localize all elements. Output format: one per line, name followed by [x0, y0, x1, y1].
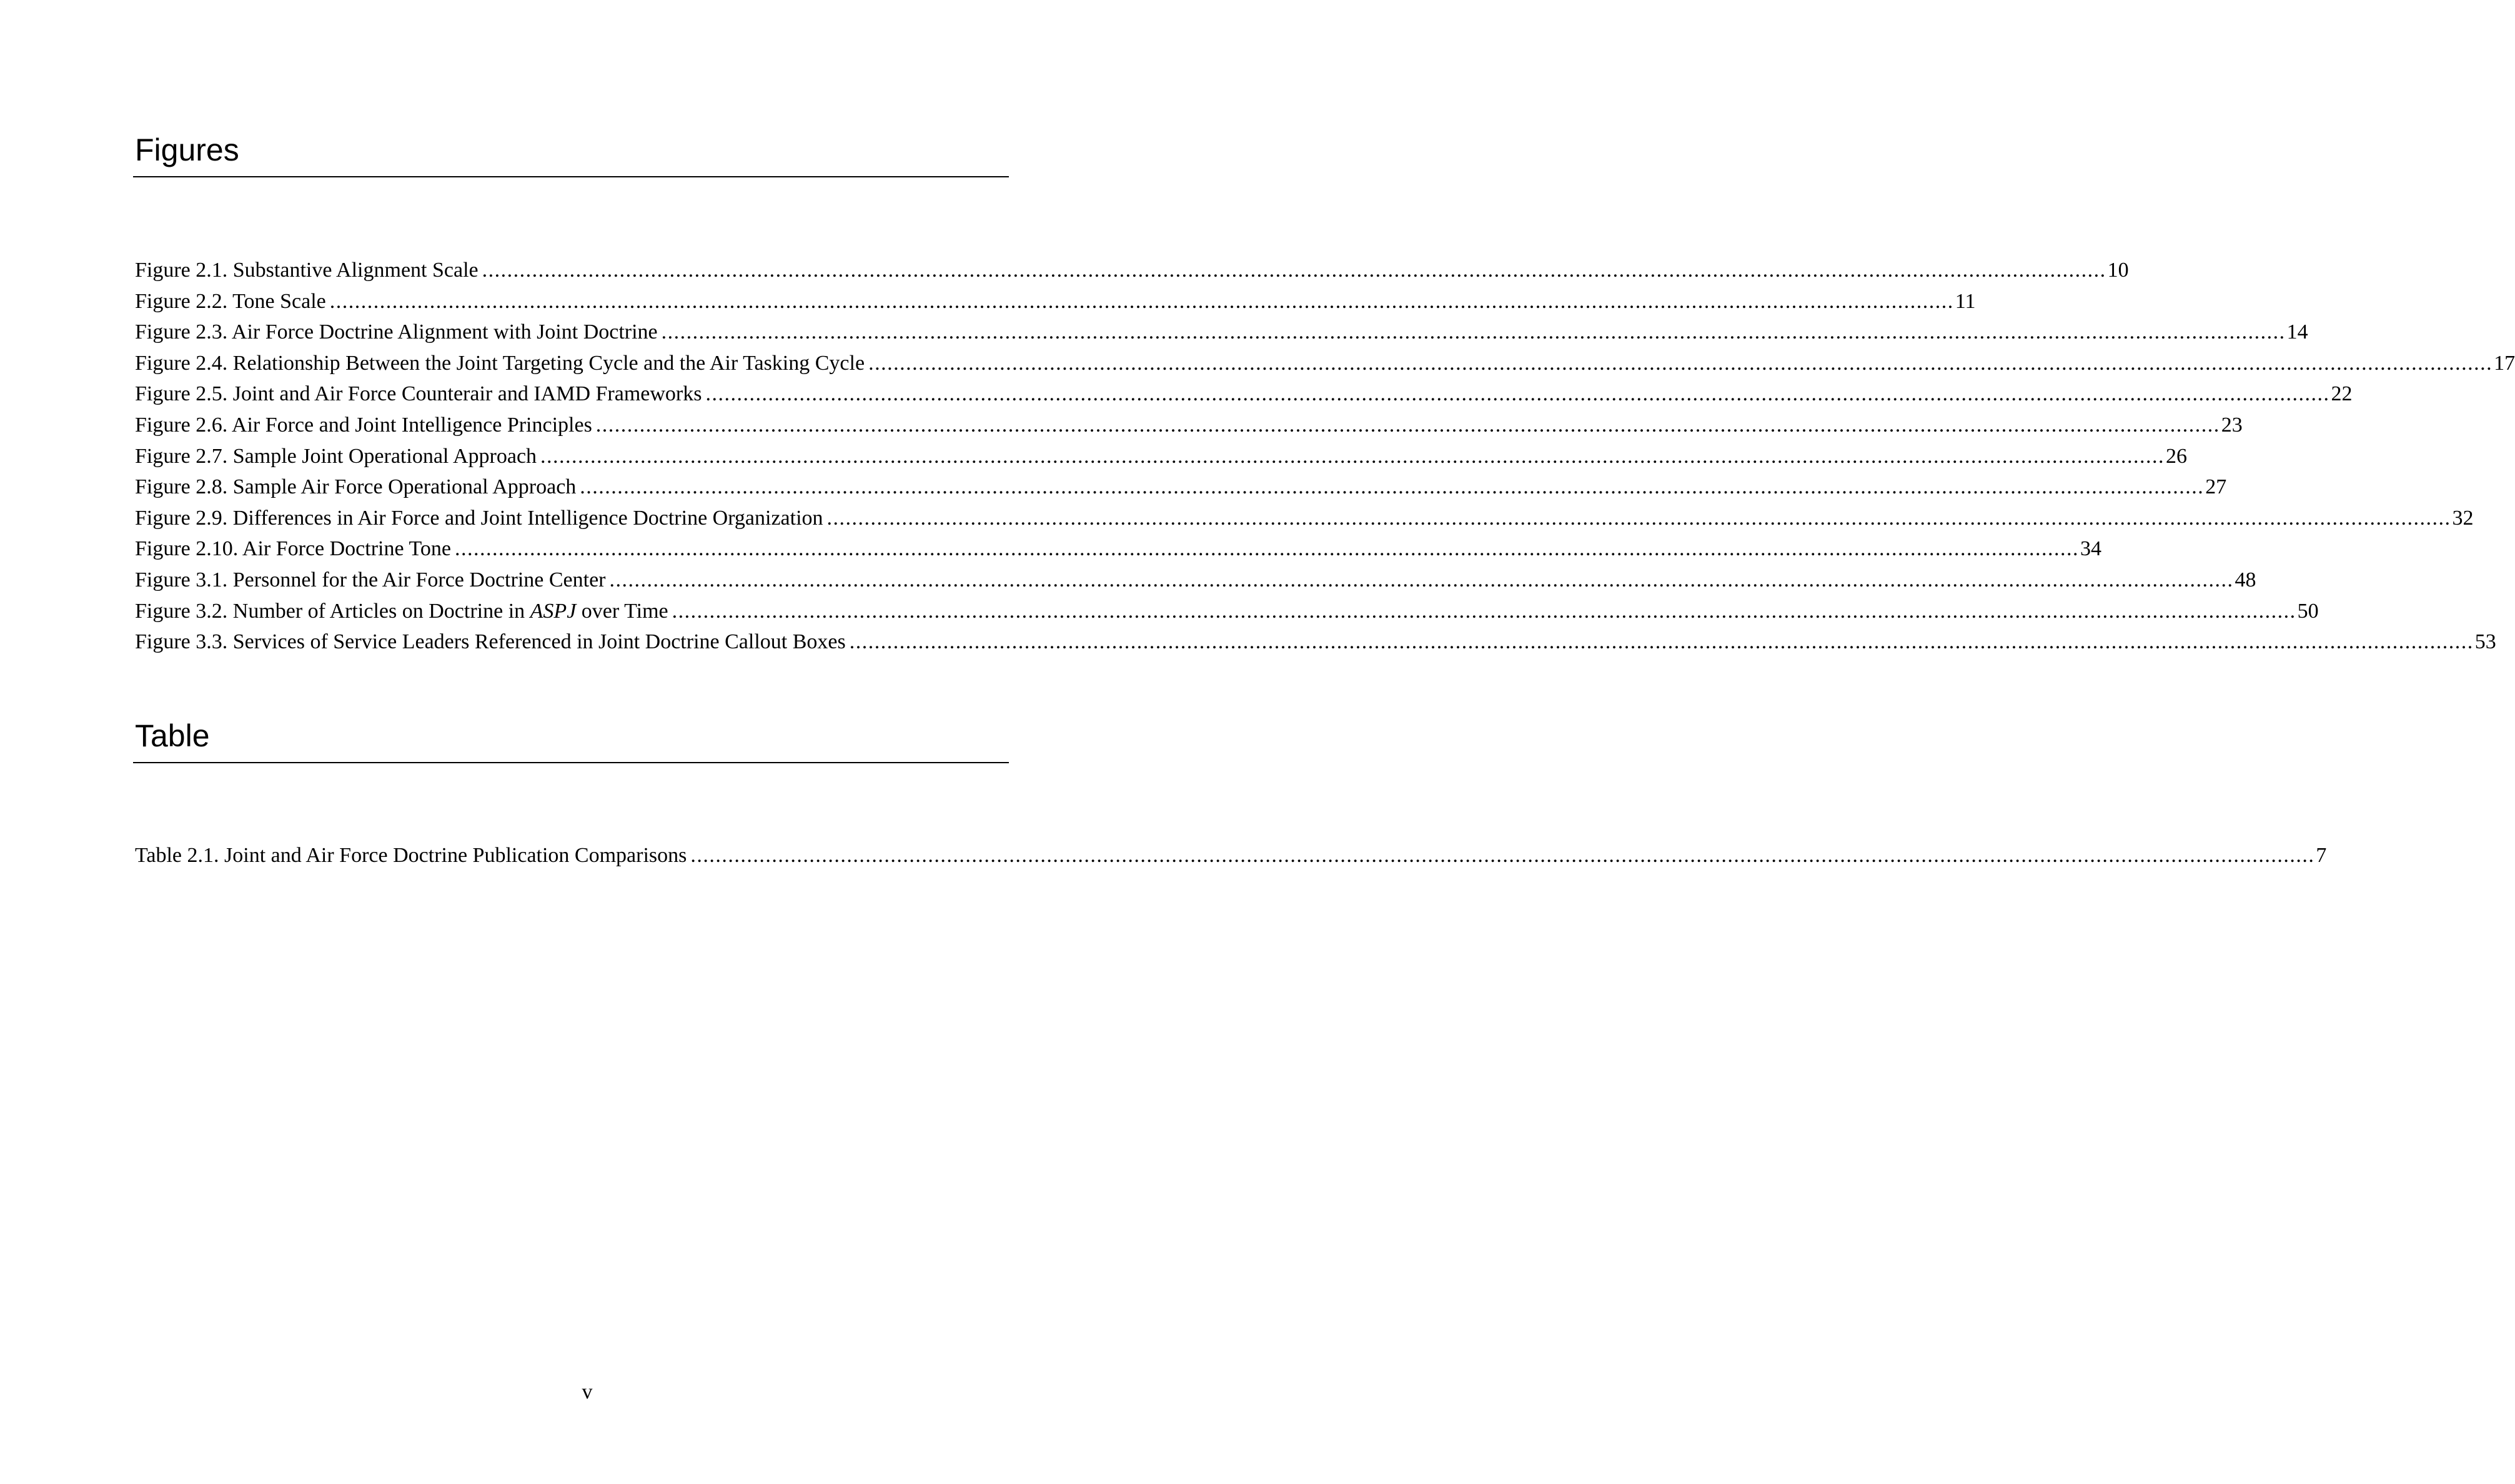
toc-entry-label-start: Figure 3.2. Number of Articles on Doctrine in	[135, 599, 530, 623]
toc-entry-label-italic: ASPJ	[530, 599, 577, 623]
dot-leader: ....................................................................................................................................................................................................................................................................	[595, 413, 2220, 437]
toc-entry-figure-2-3[interactable]	[135, 317, 2308, 348]
toc-entry-table-2-1[interactable]	[135, 840, 2327, 871]
dot-leader: ....................................................................................................................................................................................................................................................................	[705, 382, 2330, 406]
toc-entry-page: 22	[2331, 382, 2353, 406]
toc-entry-page: 27	[2205, 475, 2227, 499]
dot-leader: ....................................................................................................................................................................................................................................................................	[540, 444, 2165, 468]
toc-entry-label: Figure 2.4. Relationship Between the Joint Targeting Cycle and the Air Tasking Cycle	[135, 351, 865, 375]
toc-entry-label: Figure 2.1. Substantive Alignment Scale	[135, 259, 479, 282]
toc-entry-page: 11	[1955, 289, 1976, 313]
dot-leader: ....................................................................................................................................................................................................................................................................	[580, 475, 2205, 499]
toc-entry-page: 32	[2452, 506, 2474, 530]
toc-entry-label: Figure 2.2. Tone Scale	[135, 289, 326, 313]
toc-entry-figure-2-6[interactable]	[135, 410, 2243, 441]
toc-entry-page: 26	[2166, 444, 2188, 468]
toc-entry-page: 53	[2474, 630, 2496, 654]
toc-entry-label: Figure 2.6. Air Force and Joint Intelligence Principles	[135, 413, 592, 437]
figures-heading: Figures	[133, 132, 1009, 177]
dot-leader: ....................................................................................................................................................................................................................................................................	[329, 289, 1954, 313]
toc-entry-label-end: over Time	[576, 599, 668, 623]
toc-entry-label: Figure 3.3. Services of Service Leaders Referenced in Joint Doctrine Callout Boxes	[135, 630, 846, 654]
toc-entry-page: 14	[2286, 320, 2308, 344]
toc-entry-label: Figure 2.8. Sample Air Force Operational Approach	[135, 475, 577, 499]
toc-entry-page: 23	[2221, 413, 2243, 437]
toc-entry-figure-3-2[interactable]	[135, 596, 2319, 627]
toc-entry-page: 17	[2494, 351, 2515, 375]
toc-entry-figure-2-9[interactable]	[135, 503, 2474, 534]
dot-leader: ....................................................................................................................................................................................................................................................................	[661, 320, 2286, 344]
dot-leader: ....................................................................................................................................................................................................................................................................	[454, 537, 2079, 561]
toc-entry-label: Figure 2.7. Sample Joint Operational Approach	[135, 444, 537, 468]
dot-leader: ....................................................................................................................................................................................................................................................................	[690, 844, 2315, 867]
toc-entry-label: Figure 2.3. Air Force Doctrine Alignment with Joint Doctrine	[135, 320, 658, 344]
dot-leader: ....................................................................................................................................................................................................................................................................	[609, 568, 2234, 591]
dot-leader: ....................................................................................................................................................................................................................................................................	[849, 630, 2474, 654]
dot-leader: ....................................................................................................................................................................................................................................................................	[672, 599, 2296, 623]
toc-entry-figure-3-3[interactable]	[135, 626, 2496, 658]
toc-entry-page: 48	[2235, 568, 2256, 591]
toc-entry-label	[135, 596, 668, 627]
dot-leader: ....................................................................................................................................................................................................................................................................	[868, 351, 2493, 375]
dot-leader: ....................................................................................................................................................................................................................................................................	[482, 259, 2106, 282]
figures-list	[135, 255, 2515, 658]
toc-entry-label: Figure 2.9. Differences in Air Force and Joint Intelligence Doctrine Organization	[135, 506, 823, 530]
toc-entry-label: Figure 2.5. Joint and Air Force Counterair and IAMD Frameworks	[135, 382, 702, 406]
table-section-header	[133, 718, 1009, 763]
toc-entry-page: 10	[2107, 259, 2129, 282]
toc-entry-figure-2-4[interactable]	[135, 348, 2515, 379]
toc-entry-page: 7	[2316, 844, 2327, 867]
dot-leader: ....................................................................................................................................................................................................................................................................	[826, 506, 2451, 530]
toc-entry-page: 34	[2080, 537, 2101, 561]
toc-entry-figure-2-8[interactable]	[135, 472, 2227, 503]
toc-entry-page: 50	[2297, 599, 2319, 623]
toc-entry-label: Table 2.1. Joint and Air Force Doctrine Publication Comparisons	[135, 844, 687, 867]
toc-entry-figure-2-5[interactable]	[135, 378, 2353, 410]
toc-entry-figure-2-2[interactable]	[135, 286, 1976, 317]
table-list	[135, 840, 2327, 871]
toc-entry-figure-2-7[interactable]	[135, 441, 2188, 472]
page-number: v	[582, 1380, 593, 1403]
toc-entry-figure-2-1[interactable]	[135, 255, 2129, 286]
toc-entry-figure-3-1[interactable]	[135, 565, 2256, 596]
table-heading: Table	[133, 718, 1009, 763]
toc-entry-label: Figure 2.10. Air Force Doctrine Tone	[135, 537, 451, 561]
figures-section-header	[133, 132, 1009, 177]
toc-entry-label: Figure 3.1. Personnel for the Air Force Doctrine Center	[135, 568, 606, 591]
toc-entry-figure-2-10[interactable]	[135, 533, 2101, 565]
